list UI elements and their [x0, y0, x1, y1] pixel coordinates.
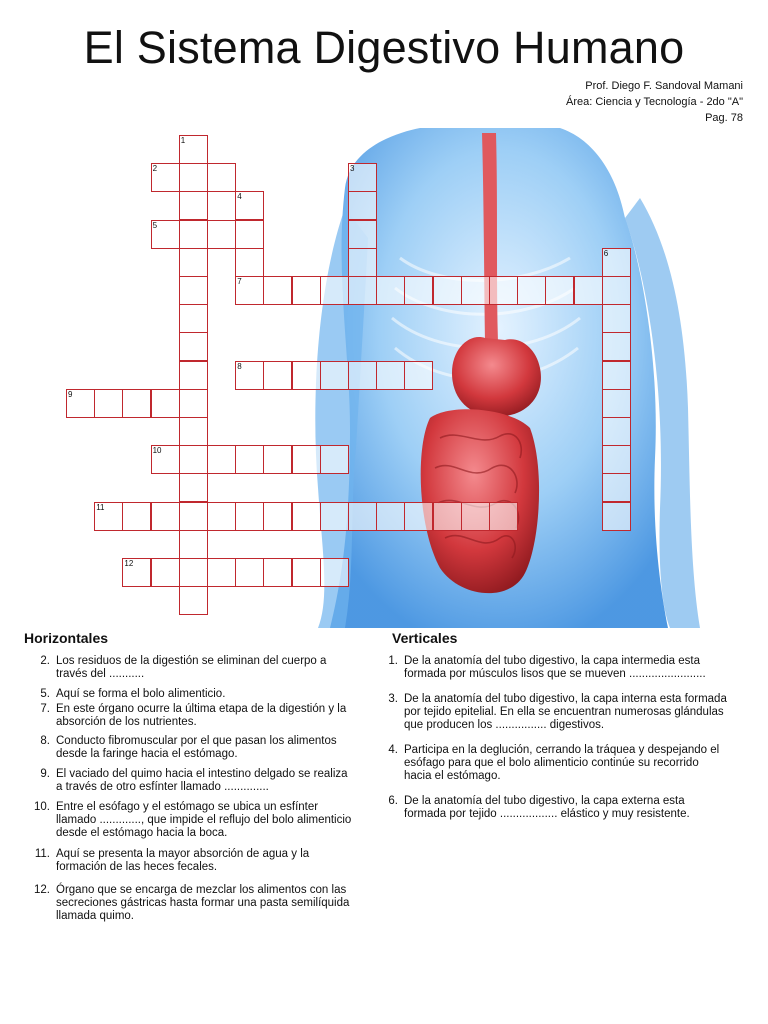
clue-number: 8 [237, 361, 242, 371]
clue-number: 8. [40, 735, 50, 747]
clue-number: 3 [350, 164, 355, 174]
clue-number: 4 [237, 192, 242, 202]
crossword-cell[interactable] [94, 389, 123, 418]
crossword-cell[interactable] [179, 304, 208, 333]
crossword-cell[interactable] [602, 332, 631, 361]
crossword-cell[interactable] [320, 558, 349, 587]
clue-number: 3. [388, 693, 398, 705]
clue-number: 5. [40, 688, 50, 700]
clue-item [22, 768, 357, 794]
clue-number: 1 [180, 136, 186, 145]
crossword-cell[interactable] [179, 332, 208, 361]
clue-text: De la anatomía del tubo digestivo, la capa externa esta formada por tejido .................. elástico y muy resistente. [404, 795, 690, 820]
clue-number: 10. [34, 801, 50, 813]
clue-text: Órgano que se encarga de mezclar los alimentos con las secreciones gástricas hasta formar una pasta semilíquida llamada quimo. [56, 884, 350, 922]
crossword-cell[interactable] [179, 191, 208, 220]
clue-number: 1. [388, 655, 398, 667]
crossword-cell[interactable] [320, 502, 349, 531]
clue-text: Entre el esófago y el estómago se ubica un esfínter llamado ............., que impide el reflujo del bolo alimenticio desde el estómago hacia la boca. [56, 801, 352, 839]
crossword-cell[interactable] [376, 502, 405, 531]
verticales-heading: Verticales [392, 630, 458, 646]
crossword-cell[interactable] [602, 389, 631, 418]
crossword-cell[interactable] [574, 276, 603, 305]
crossword-cell[interactable] [376, 361, 405, 390]
crossword-cell[interactable] [151, 558, 180, 587]
crossword-cell[interactable] [461, 502, 490, 531]
crossword-cell[interactable] [235, 502, 264, 531]
crossword-cell[interactable] [348, 191, 377, 220]
clue-number: 9. [40, 768, 50, 780]
clue-number: 5 [152, 220, 158, 230]
crossword-cell[interactable] [179, 586, 208, 615]
clue-number: 11. [34, 848, 50, 860]
crossword-cell[interactable] [179, 445, 208, 474]
crossword-cell[interactable] [292, 361, 321, 390]
crossword-cell[interactable] [179, 530, 208, 559]
clue-item [370, 655, 728, 681]
clue-text: Conducto fibromuscular por el que pasan los alimentos desde la faringe hacia el estómago. [56, 735, 337, 760]
clue-number: 9 [68, 389, 73, 399]
crossword-cell[interactable] [320, 276, 349, 305]
crossword-cell[interactable] [404, 502, 433, 531]
clue-number: 7. [40, 703, 50, 715]
crossword-cell[interactable] [263, 361, 292, 390]
crossword-cell[interactable] [433, 502, 462, 531]
crossword-cell[interactable] [207, 445, 236, 474]
crossword-cell[interactable] [122, 389, 151, 418]
crossword-cell[interactable] [545, 276, 574, 305]
clue-item [370, 744, 728, 783]
author-line: Prof. Diego F. Sandoval Mamani [585, 80, 743, 92]
crossword-cell[interactable] [292, 276, 321, 305]
crossword-cell[interactable] [235, 248, 264, 277]
clue-item [22, 655, 357, 681]
crossword-cell[interactable] [235, 558, 264, 587]
clue-number: 2 [152, 164, 158, 174]
clue-text: De la anatomía del tubo digestivo, la capa intermedia esta formada por músculos lisos que se mueven ........................ [404, 655, 706, 680]
clue-item [22, 735, 357, 761]
crossword-cell[interactable] [376, 276, 405, 305]
crossword-cell[interactable] [207, 558, 236, 587]
clue-text: El vaciado del quimo hacia el intestino delgado se realiza a través de otro esfínter llamado .............. [56, 768, 348, 793]
clue-number: 11 [96, 502, 105, 512]
crossword-cell[interactable] [207, 220, 236, 249]
verticales-clues [370, 655, 728, 825]
crossword-cell[interactable] [122, 502, 151, 531]
clue-number: 12. [34, 884, 50, 896]
crossword-cell[interactable] [151, 502, 180, 531]
clue-text: En este órgano ocurre la última etapa de la digestión y la absorción de los nutrientes. [56, 703, 347, 728]
crossword-cell[interactable] [433, 276, 462, 305]
clue-item [22, 688, 357, 701]
horizontales-clues [22, 655, 357, 927]
crossword-cell[interactable] [263, 558, 292, 587]
crossword-cell[interactable] [179, 220, 208, 249]
area-line: Área: Ciencia y Tecnología - 2do "A" [566, 96, 743, 108]
crossword-cell[interactable] [179, 276, 208, 305]
crossword-cell[interactable] [602, 304, 631, 333]
crossword-cell[interactable] [263, 502, 292, 531]
crossword-cell[interactable] [602, 361, 631, 390]
crossword-cell[interactable] [179, 361, 208, 390]
crossword-cell[interactable] [348, 220, 377, 249]
crossword-cell[interactable] [461, 276, 490, 305]
crossword-cell[interactable] [404, 361, 433, 390]
crossword-cell[interactable] [179, 248, 208, 277]
crossword-cell[interactable] [602, 276, 631, 305]
crossword-cell[interactable] [292, 558, 321, 587]
clue-number: 6 [603, 248, 609, 258]
crossword-cell[interactable] [489, 276, 518, 305]
clue-item [22, 884, 357, 923]
clue-item [370, 795, 728, 821]
clue-text: Participa en la deglución, cerrando la tráquea y despejando el esófago para que el bolo alimenticio continúe su recorrido hacia el estómago. [404, 744, 720, 782]
crossword-cell[interactable] [602, 417, 631, 446]
crossword-cell[interactable] [179, 473, 208, 502]
crossword-cell[interactable] [179, 502, 208, 531]
clue-number: 10 [152, 446, 162, 456]
clue-number: 7 [237, 277, 242, 286]
crossword-cell[interactable] [292, 445, 321, 474]
clue-item [370, 693, 728, 732]
clue-text: De la anatomía del tubo digestivo, la capa interna esta formada por tejido epitelial. En ella se encuentran numerosas glándulas que producen los ................ digestivos. [404, 693, 727, 731]
clue-text: Aquí se forma el bolo alimenticio. [56, 688, 226, 700]
crossword-cell[interactable] [404, 276, 433, 305]
crossword-cell[interactable] [602, 502, 631, 531]
clue-text: Aquí se presenta la mayor absorción de agua y la formación de las heces fecales. [56, 848, 310, 873]
horizontales-heading: Horizontales [24, 630, 109, 646]
crossword-cell[interactable] [263, 445, 292, 474]
clue-item [22, 703, 357, 729]
crossword-cell[interactable] [320, 445, 349, 474]
crossword-cell[interactable] [348, 276, 377, 305]
clue-item [22, 801, 357, 840]
crossword-cell[interactable] [320, 361, 349, 390]
crossword-cell[interactable] [235, 445, 264, 474]
crossword-cell[interactable] [602, 473, 631, 502]
crossword-cell[interactable] [517, 276, 546, 305]
crossword-cell[interactable] [235, 220, 264, 249]
clue-number: 4. [388, 744, 398, 756]
crossword-cell[interactable] [179, 417, 208, 446]
crossword-cell[interactable] [348, 502, 377, 531]
clue-number: 6. [388, 795, 398, 807]
crossword-cell[interactable] [263, 276, 292, 305]
crossword-cell[interactable] [151, 389, 180, 418]
page-number: Pag. 78 [705, 112, 743, 124]
crossword-cell[interactable] [602, 445, 631, 474]
clue-item [22, 848, 357, 874]
crossword-cell[interactable] [207, 502, 236, 531]
crossword-cell[interactable] [348, 361, 377, 390]
crossword-cell[interactable] [179, 558, 208, 587]
crossword-cell[interactable] [348, 248, 377, 277]
crossword-cell[interactable] [292, 502, 321, 531]
clue-number: 12 [124, 559, 134, 568]
crossword-cell[interactable] [489, 502, 518, 531]
clue-text: Los residuos de la digestión se eliminan del cuerpo a través del ........... [56, 655, 327, 680]
crossword-cell[interactable] [179, 163, 208, 192]
page-title: El Sistema Digestivo Humano [83, 22, 685, 73]
clue-number: 2. [40, 655, 50, 667]
crossword-cell[interactable] [179, 389, 208, 418]
crossword-cell[interactable] [207, 163, 236, 192]
